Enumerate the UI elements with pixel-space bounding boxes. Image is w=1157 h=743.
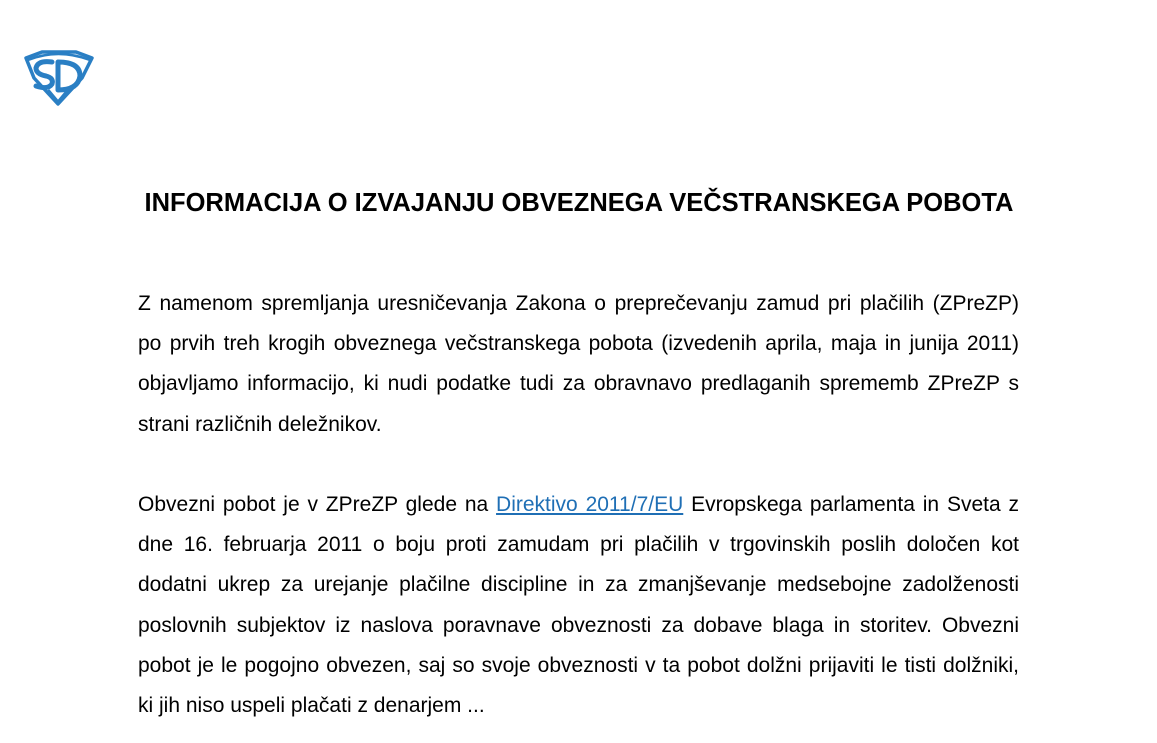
sd-shield-logo-icon xyxy=(22,50,96,106)
directive-link[interactable]: Direktivo 2011/7/EU xyxy=(496,493,684,516)
sd-logo xyxy=(22,50,96,106)
document-title: INFORMACIJA O IZVAJANJU OBVEZNEGA VEČSTRANSKEGA POBOTA xyxy=(144,189,1014,217)
paragraph-pobot-text-after: Evropskega parlamenta in Sveta z dne 16. februarja 2011 o boju proti zamudam pri plačilih v trgovinskih poslih določen kot dodatni ukrep za urejanje plačilne discipline in za zmanjševanje medsebojne zadolženosti poslovnih subjektov iz naslova poravnave obveznosti za dobave blaga in storitev. Obvezni pobot je le pogojno obvezen, saj so svoje obveznosti v ta pobot dolžni prijaviti le tisti dolžniki, ki jih niso uspeli plačati z denarjem ... xyxy=(138,493,1019,718)
paragraph-intro: Z namenom spremljanja uresničevanja Zakona o preprečevanju zamud pri plačilih (ZPreZP) po prvih treh krogih obveznega večstranskega pobota (izvedenih aprila, maja in junija 2011) objavljamo informacijo, ki nudi podatke tudi za obravnavo predlaganih sprememb ZPreZP s strani različnih deležnikov. xyxy=(138,292,1019,436)
paragraph-pobot xyxy=(138,485,1019,726)
paragraph-pobot-text-before: Obvezni pobot je v ZPreZP glede na xyxy=(138,493,497,516)
